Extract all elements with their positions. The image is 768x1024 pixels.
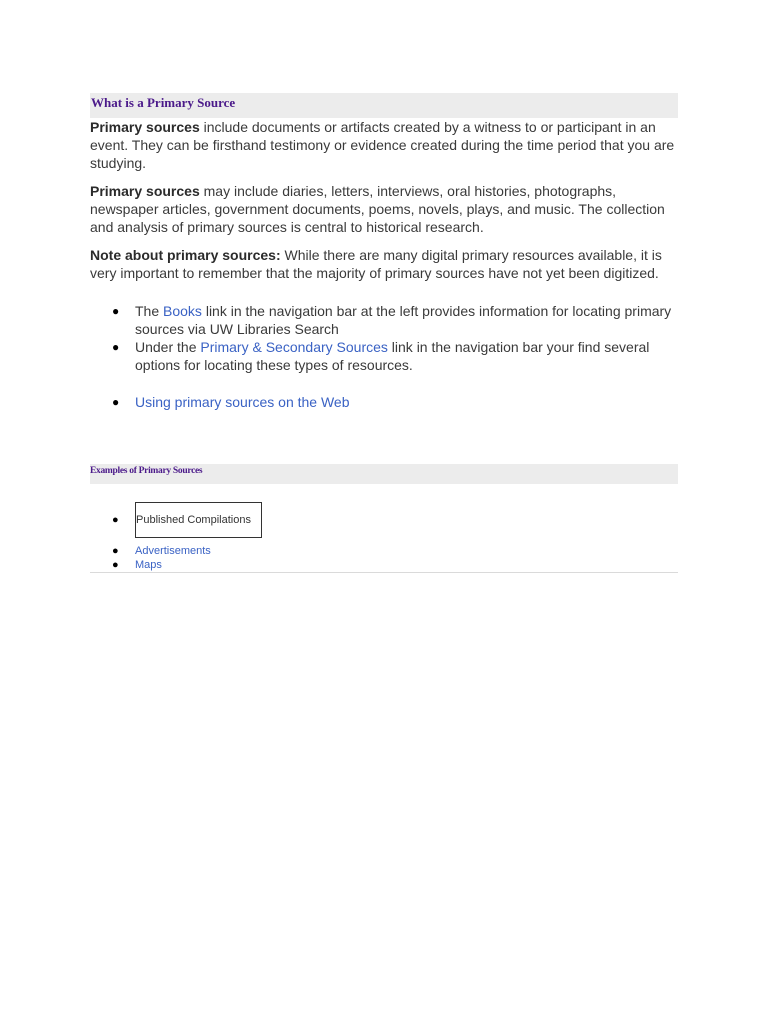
list-item-primary-secondary [90, 338, 678, 374]
paragraph-bold-lead: Primary sources [90, 183, 200, 199]
paragraph-bold-lead: Note about primary sources: [90, 247, 281, 263]
bullet-icon: ● [112, 545, 119, 557]
using-primary-sources-web-link[interactable]: Using primary sources on the Web [135, 394, 350, 410]
bullet-icon: ● [112, 514, 119, 526]
section-heading-examples: Examples of Primary Sources [90, 464, 678, 484]
bullet-icon: ● [112, 340, 120, 354]
paragraph-bold-lead: Primary sources [90, 119, 200, 135]
paragraph-examples [90, 182, 678, 236]
bullet-icon: ● [112, 559, 119, 571]
list-item-text: link in the navigation bar at the left provides information for locating primary sources via UW Libraries Search [135, 303, 672, 337]
books-link[interactable]: Books [163, 303, 202, 319]
list-item-maps [90, 558, 678, 572]
advertisements-link[interactable]: Advertisements [135, 545, 211, 557]
bullet-icon: ● [112, 395, 120, 409]
list-item-text: Under the [135, 339, 201, 355]
paragraph-text: may include diaries, letters, interviews, oral histories, photographs, newspaper articles, government documents, poems, novels, plays, and music. The collection and analysis of primary sources is central to historical research. [90, 183, 665, 235]
divider [90, 572, 678, 573]
list-item-advertisements [90, 544, 678, 558]
examples-list [90, 502, 678, 572]
primary-secondary-sources-link[interactable]: Primary & Secondary Sources [200, 339, 388, 355]
paragraph-note [90, 246, 678, 282]
spacer [90, 411, 678, 464]
list-item-text: link in the navigation bar your find several options for locating these types of resources. [135, 339, 650, 373]
list-item-published-compilations [90, 502, 678, 539]
bullet-icon: ● [112, 304, 120, 318]
paragraph-text: include documents or artifacts created by a witness to or participant in an event. They can be firsthand testimony or evidence created during the time period that you are studying. [90, 119, 675, 171]
maps-link[interactable]: Maps [135, 559, 162, 571]
paragraph-text: While there are many digital primary resources available, it is very important to remember that the majority of primary sources have not yet been digitized. [90, 247, 662, 281]
list-item-books [90, 302, 678, 338]
published-compilations-box[interactable]: Published Compilations [135, 502, 262, 538]
section-heading-primary-source: What is a Primary Source [90, 93, 678, 118]
resource-list [90, 302, 678, 411]
paragraph-definition [90, 118, 678, 172]
list-item-text: The [135, 303, 164, 319]
page-content [90, 93, 678, 573]
list-item-web [90, 393, 678, 411]
